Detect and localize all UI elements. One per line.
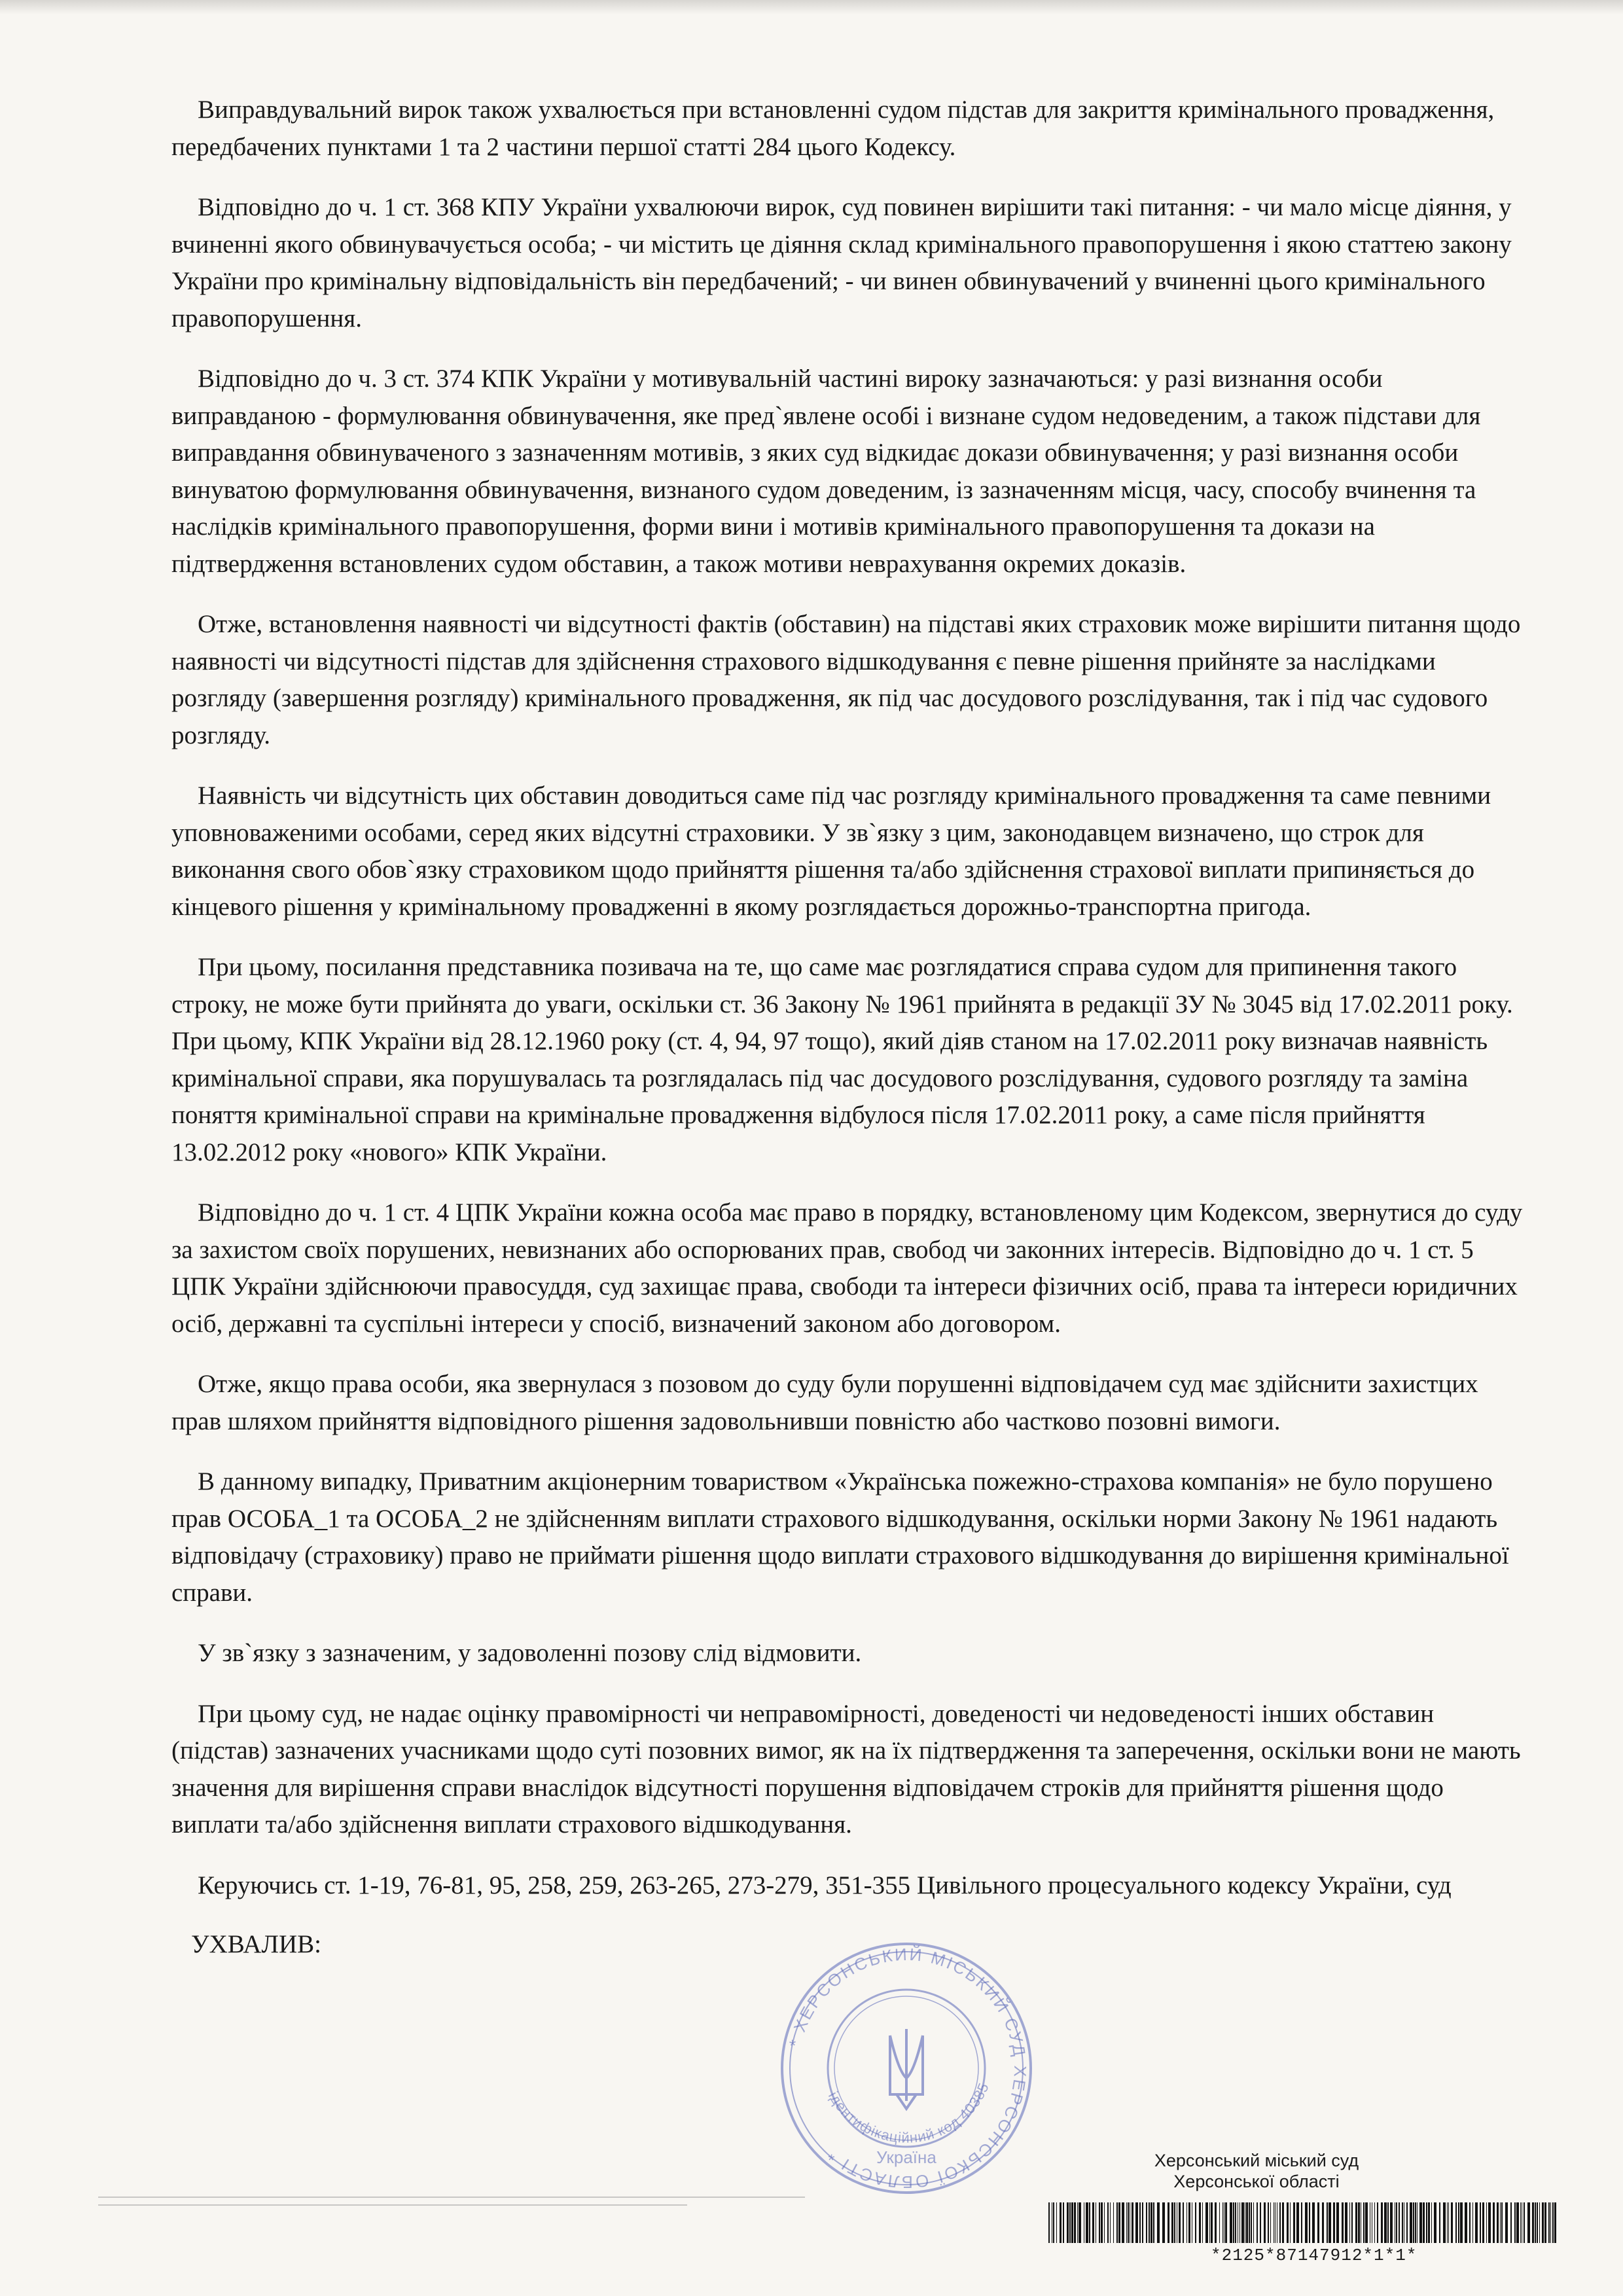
- show-through-marks: [98, 2189, 805, 2215]
- court-footer: [1047, 2150, 1558, 2265]
- paragraph-no-assessment: При цьому суд, не надає оцінку правомірності чи неправомірності, доведеності чи недоведеності інших обставин (підстав) зазначених учасниками щодо суті позовних вимог, як на їх підтвердження та заперечення, оскільки вони не мають значення для вирішення справи внаслідок відсутності порушення відповідачем строків для прийняття рішення щодо виплати та/або здійснення виплати страхового відшкодування.: [171, 1699, 1521, 1839]
- paragraph-this-case: В данному випадку, Приватним акціонерним товариством «Українська пожежно-страхова компанія» не було порушено прав ОСОБА_1 та ОСОБА_2 не здійсненням виплати страхового відшкодування, оскільки норми Закону № 1961 надають відповідачу (страховику) право не приймати рішення щодо виплати страхового відшкодування до вирішення кримінальної справи.: [171, 1467, 1509, 1607]
- seal-country-text: Україна: [876, 2147, 936, 2167]
- paragraph-circumstances: Наявність чи відсутність цих обставин доводиться саме під час розгляду кримінального провадження та саме певними уповноваженими особами, серед яких відсутні страховики. У зв`язку з цим, законодавцем визначено, що строк для виконання свого обов`язку страховиком щодо прийняття рішення та/або здійснення страхової виплати припиняється до кінцевого рішення у кримінальному провадженні в якому розглядається дорожньо-транспортна пригода.: [171, 781, 1491, 921]
- court-seal-stamp: [769, 1937, 1044, 2199]
- paragraph-rights-protection: Отже, якщо права особи, яка звернулася з позовом до суду були порушенні відповідачем суд має здійснити захистцих прав шляхом прийняття відповідного рішення задовольнивши повністю або частково позовні вимоги.: [171, 1370, 1478, 1435]
- paragraph-facts: Отже, встановлення наявності чи відсутності фактів (обставин) на підставі яких страховик може вирішити питання щодо наявності чи відсутності підстав для здійснення страхового відшкодування є певне рішення прийняте за наслідками розгляду (завершення розгляду) кримінального провадження, як під час досудового розслідування, так і під час судового розгляду.: [171, 610, 1521, 749]
- paragraph-cpc-art-4: Відповідно до ч. 1 ст. 4 ЦПК України кожна особа має право в порядку, встановленому цим Кодексом, звернутися до суду за захистом своїх порушених, невизнаних або оспорюваних прав, свобод чи законних інтересів. Відповідно до ч. 1 ст. 5 ЦПК України здійснюючи правосуддя, суд захищає права, свободи та інтереси фізичних осіб, права та інтереси юридичних осіб, державні та суспільні інтереси у спосіб, визначений законом або договором.: [171, 1198, 1523, 1338]
- document-body: [171, 92, 1533, 1963]
- paragraph-law-1961: При цьому, посилання представника позивача на те, що саме має розглядатися справа судом для припинення такого строку, не може бути прийнята до уваги, оскільки ст. 36 Закону № 1961 прийнята в редакції ЗУ № 3045 від 17.02.2011 року. При цьому, КПК України від 28.12.1960 року (ст. 4, 94, 97 тощо), який діяв станом на 17.02.2011 року визначав наявність кримінальної справи, яка порушувалась та розглядалась під час досудового розслідування, судового розгляду та заміна поняття кримінальної справи на кримінальне провадження відбулося після 17.02.2011 року, а саме після прийняття 13.02.2012 року «нового» КПК України.: [171, 953, 1513, 1166]
- paragraph-dismiss: У зв`язку з зазначеним, у задоволенні позову слід відмовити.: [198, 1639, 862, 1667]
- paragraph-guided-by: Керуючись ст. 1-19, 76-81, 95, 258, 259, 263-265, 273-279, 351-355 Цивільного процесуального кодексу України, суд: [198, 1871, 1452, 1899]
- seal-code-text: ідентифікаційний код 40385: [825, 2080, 993, 2146]
- court-name-line2: Херсонської області: [1173, 2172, 1340, 2191]
- svg-text:ідентифікаційний код 40385: [825, 2080, 992, 2146]
- trident-icon: [890, 2029, 923, 2109]
- decision-heading: УХВАЛИВ:: [191, 1930, 321, 1958]
- paragraph-art-374: Відповідно до ч. 3 ст. 374 КПК України у мотивувальній частині вироку зазначаються: у разі визнання особи виправданою - формулювання обвинувачення, яке пред`явлене особі і визнане судом недоведеним, а також підстави для виправдання обвинуваченого з зазначенням мотивів, з яких суд відкидає докази обвинувачення; у разі визнання особи винуватою формулювання обвинувачення, визнаного судом доведеним, із зазначенням місця, часу, способу вчинення та наслідків кримінального правопорушення, форми вини і мотивів кримінального правопорушення та докази на підтвердження встановлених судом обставин, а також мотиви неврахування окремих доказів.: [171, 365, 1481, 578]
- barcode-number: *2125*87147912*1*1*: [1211, 2246, 1418, 2265]
- paragraph-art-368: Відповідно до ч. 1 ст. 368 КПУ України ухвалюючи вирок, суд повинен вирішити такі питання: - чи мало місце діяння, у вчиненні якого обвинувачується особа; - чи містить це діяння склад кримінального правопорушення і якою статтею закону України про кримінальну відповідальність він передбачений; - чи винен обвинувачений у вчиненні цього кримінального правопорушення.: [171, 193, 1512, 332]
- scan-edge: [0, 0, 1623, 14]
- court-name-line1: Херсонський міський суд: [1154, 2151, 1359, 2170]
- paragraph-acquittal: Виправдувальний вирок також ухвалюється при встановленні судом підстав для закриття кримінального провадження, передбачених пунктами 1 та 2 частини першої статті 284 цього Кодексу.: [171, 96, 1495, 161]
- svg-text:* ХЕРСОНСЬКИЙ МІСЬКИЙ СУД ХЕРС: * ХЕРСОНСЬКИЙ МІСЬКИЙ СУД ХЕРСОНСЬКОЇ ОБЛАСТІ *: [785, 1944, 1031, 2193]
- barcode: [1047, 2202, 1558, 2243]
